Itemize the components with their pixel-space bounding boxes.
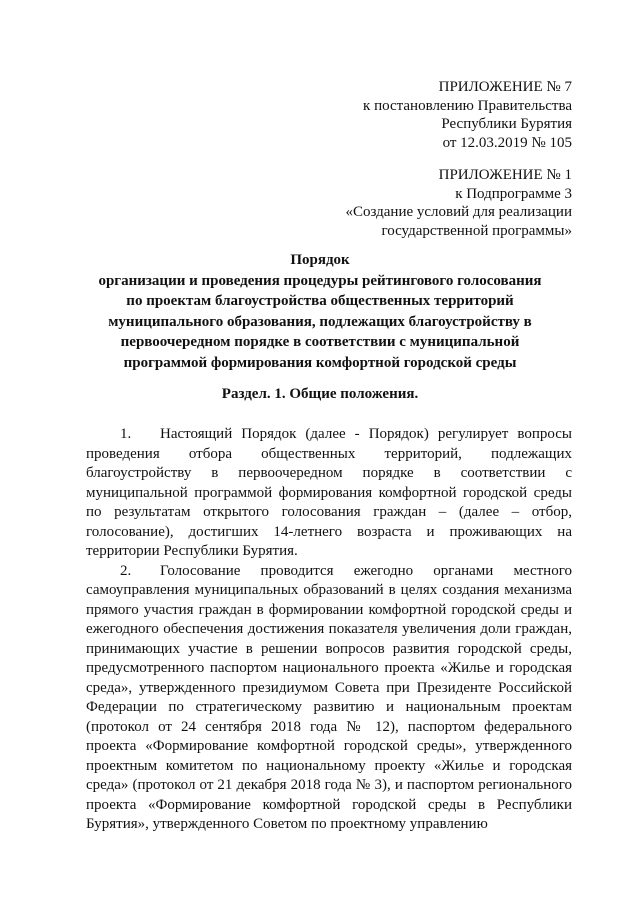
document-title	[70, 250, 570, 373]
paragraph-text: Настоящий Порядок (далее - Порядок) регулирует вопросы проведения отбора общественных территорий, подлежащих благоустройству в первоочередном порядке в соответствии с муниципальной программой формирования комфортной городской среды по результатам открытого голосования граждан – (далее – отбор, голосование), достигших 14-летнего возраста и проживающих на территории Республики Бурятия.	[86, 426, 572, 559]
annex-1-line-3: государственной программы»	[381, 222, 572, 239]
annex-1-title: ПРИЛОЖЕНИЕ № 1	[438, 167, 572, 183]
title-line-2: организации и проведения процедуры рейтингового голосования	[98, 272, 542, 289]
paragraph	[86, 425, 572, 562]
annex-7-title: ПРИЛОЖЕНИЕ № 7	[438, 79, 572, 95]
annex-7-line-1: к постановлению Правительства	[363, 97, 572, 114]
annex-7-header	[363, 78, 572, 152]
annex-1-line-2: «Создание условий для реализации	[345, 204, 572, 220]
title-line-4: муниципального образования, подлежащих благоустройству в	[108, 313, 532, 330]
title-line-5: первоочередном порядке в соответствии с муниципальной	[120, 334, 520, 350]
title-line-6: программой формирования комфортной городской среды	[123, 354, 517, 371]
paragraph	[86, 562, 572, 835]
annex-1-line-1: к Подпрограмме 3	[455, 185, 572, 202]
paragraph-number: 2.	[120, 562, 132, 579]
document-body	[86, 425, 572, 835]
title-line-1: Порядок	[290, 252, 350, 268]
annex-7-line-3: от 12.03.2019 № 105	[442, 134, 572, 151]
paragraph-text: Голосование проводится ежегодно органами местного самоуправления муниципальных образований в целях создания механизма прямого участия граждан в формировании комфортной городской среды и ежегодного обеспечения достижения показателя увеличения доли граждан, принимающих участие в решении вопросов развития городской среды, предусмотренного паспортом национального проекта «Жилье и городская среда», утвержденного президиумом Совета при Президенте Российской Федерации по стратегическому развитию и национальным проектам (протокол от 24 сентября 2018 года № 12), паспортом федерального проекта «Формирование комфортной городской среды», утвержденного проектным комитетом по национальному проекту «Жилье и городская среда» (протокол от 21 декабря 2018 года № 3), и паспортом регионального проекта «Формирование комфортной городской среды в Республики Бурятия», утвержденного Советом по проектному управлению	[86, 562, 572, 832]
title-line-3: по проектам благоустройства общественных территорий	[126, 293, 514, 309]
annex-1-header	[345, 166, 572, 240]
paragraph-number: 1.	[120, 426, 132, 442]
section-heading: Раздел. 1. Общие положения.	[221, 386, 419, 402]
annex-7-line-2: Республики Бурятия	[441, 116, 572, 132]
